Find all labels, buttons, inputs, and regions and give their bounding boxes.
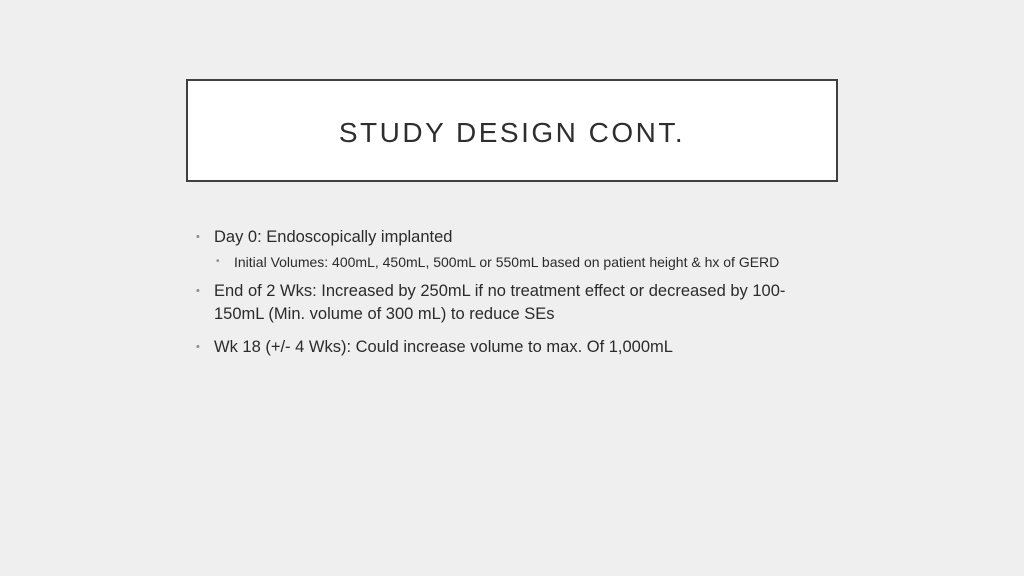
title-box [186, 79, 838, 182]
bullet-dot-icon: • [196, 341, 200, 353]
sub-bullet-text: Initial Volumes: 400mL, 450mL, 500mL or 550mL based on patient height & hx of GERD [234, 254, 780, 270]
slide-title: STUDY DESIGN CONT. [338, 116, 686, 148]
bullet-dot-icon: • [196, 231, 200, 243]
bullet-item [196, 226, 836, 249]
bullet-text: Day 0: Endoscopically implanted [214, 228, 453, 246]
bullet-text: End of 2 Wks: Increased by 250mL if no treatment effect or decreased by 100-150mL (Min. volume of 300 mL) to reduce SEs [214, 282, 786, 323]
bullet-item [196, 336, 836, 359]
bullet-item [196, 280, 834, 326]
bullet-list [196, 226, 836, 359]
sub-bullet-item [216, 252, 814, 272]
bullet-text: Wk 18 (+/- 4 Wks): Could increase volume to max. Of 1,000mL [214, 338, 673, 356]
sub-bullet-dot-icon: • [216, 256, 220, 267]
bullet-dot-icon: • [196, 285, 200, 297]
